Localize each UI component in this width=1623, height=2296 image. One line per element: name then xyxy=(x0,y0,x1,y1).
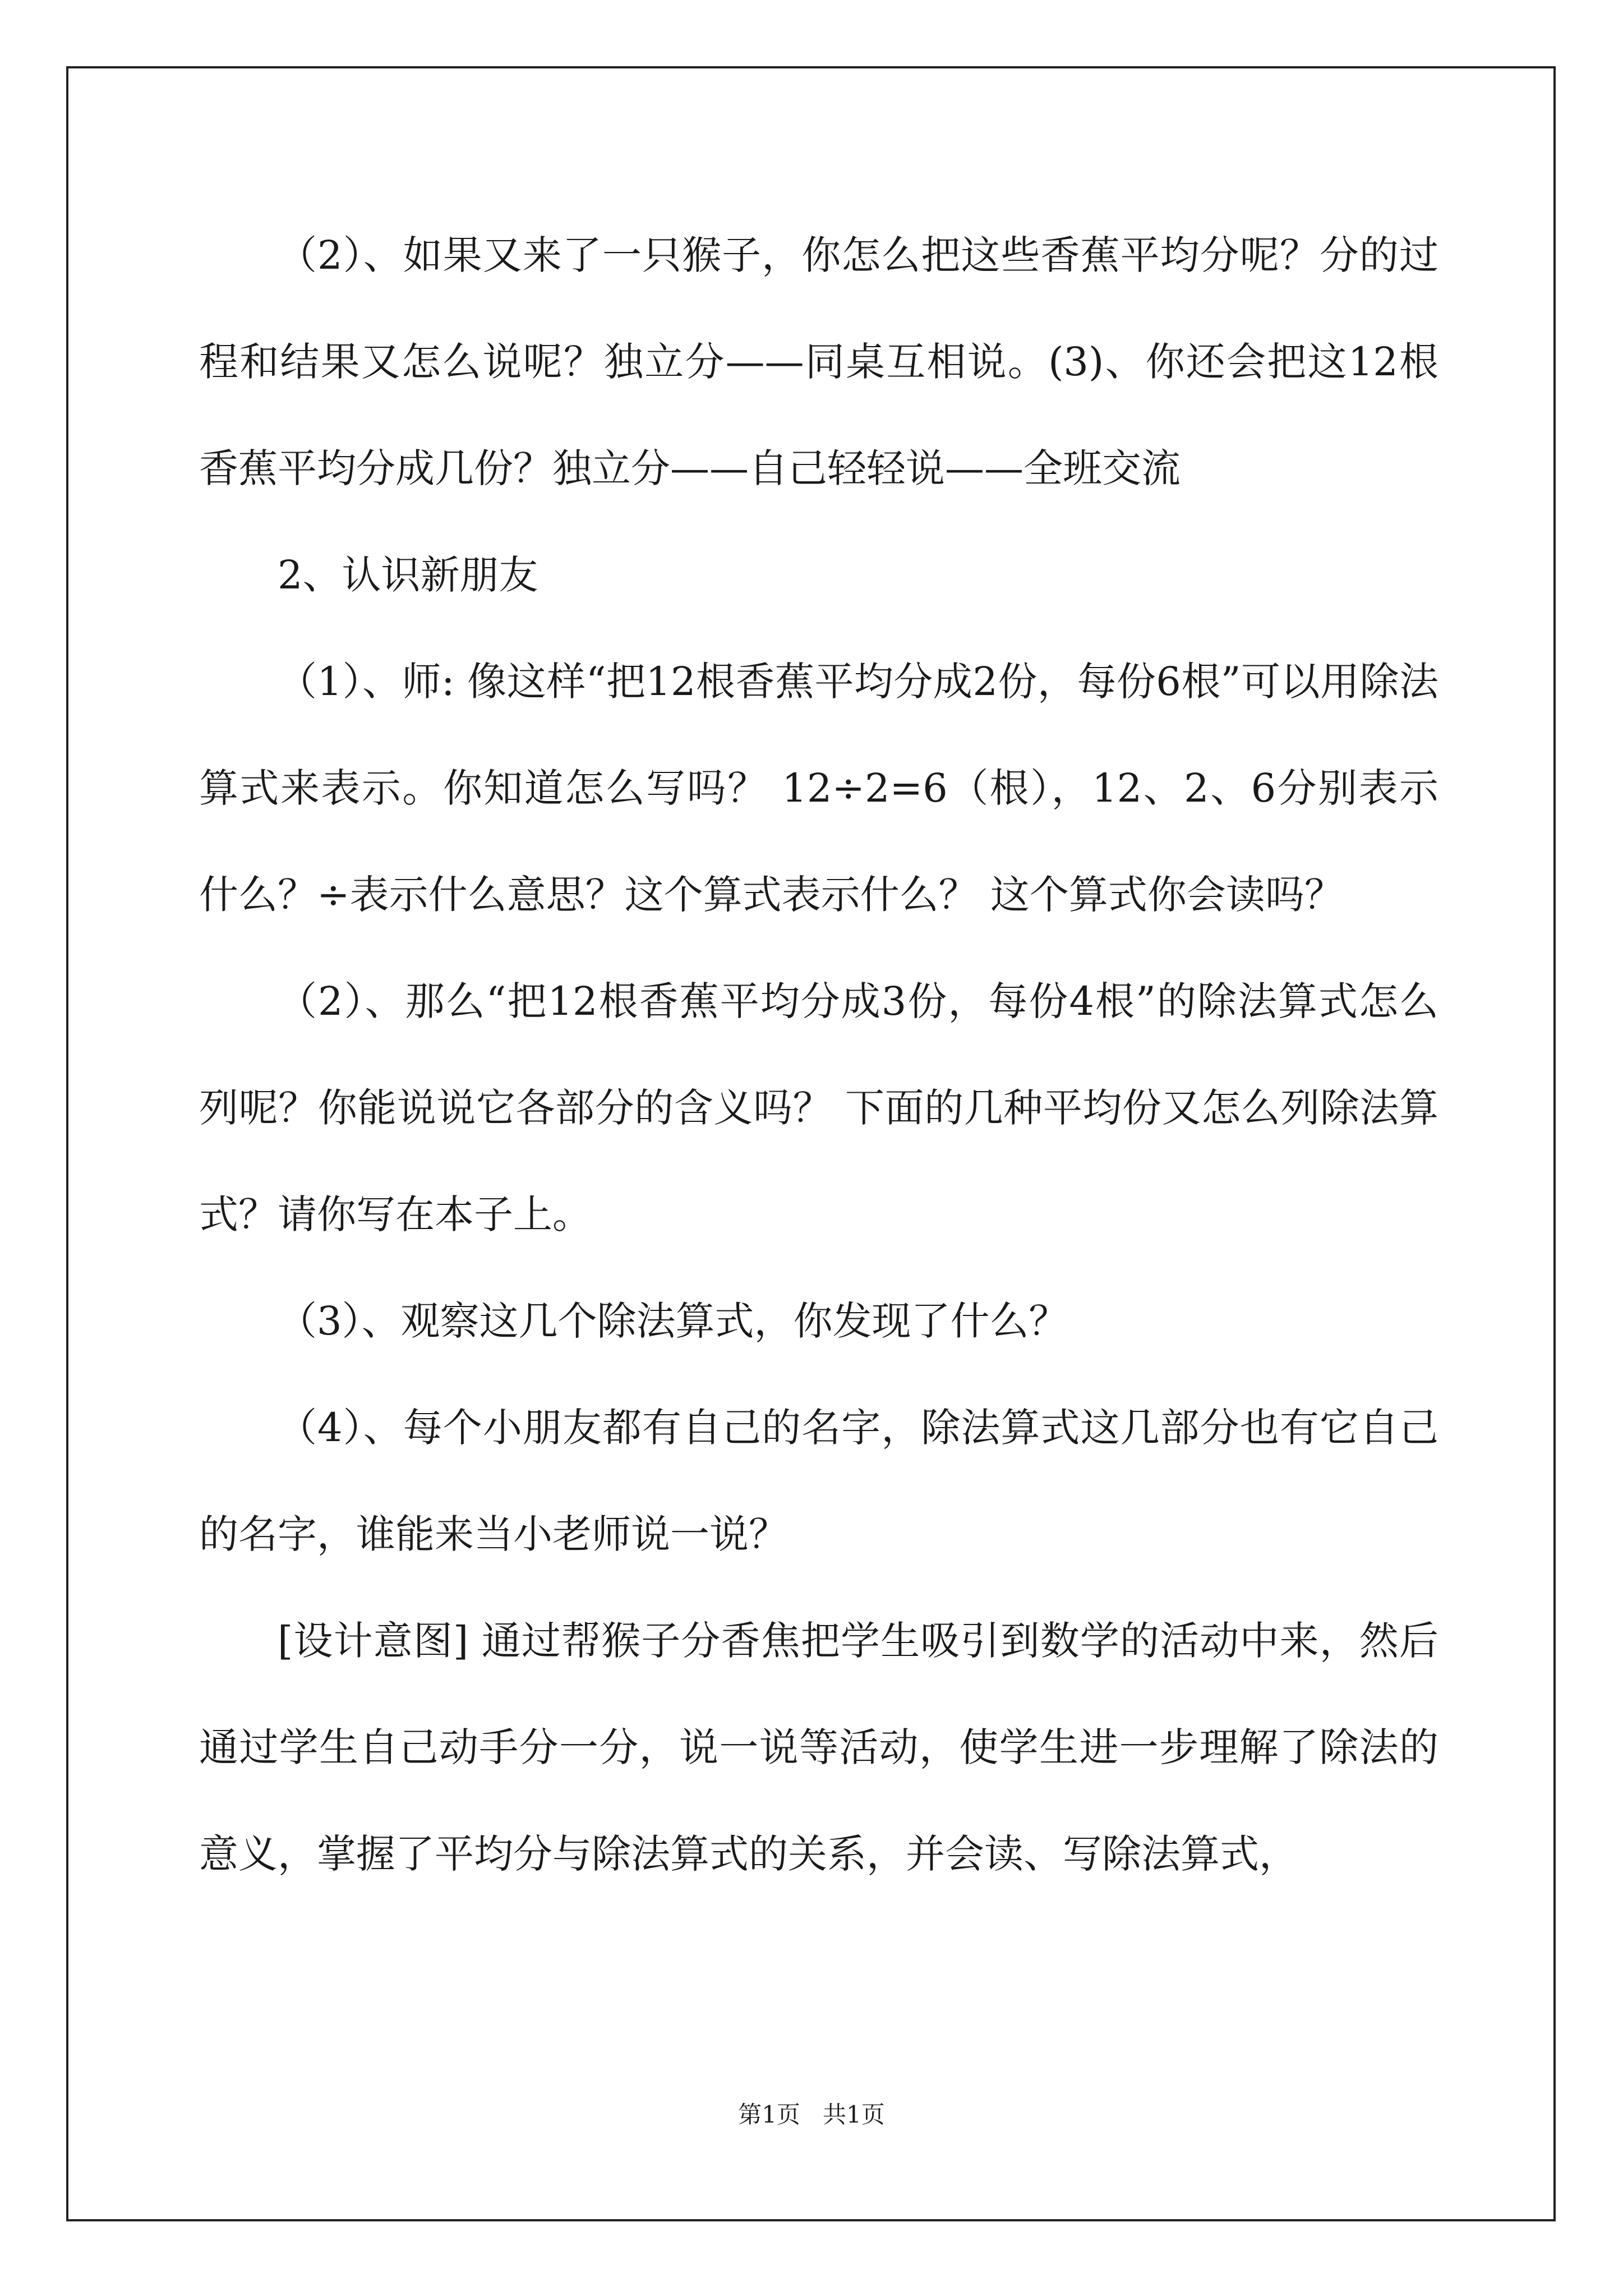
paragraph-7: [设计意图] 通过帮猴子分香焦把学生吸引到数学的活动中来，然后通过学生自己动手分一分，说一说等活动，使学生进一步理解了除法的意义，掌握了平均分与除法算式的关系，并会读、写除法算式， xyxy=(199,1618,1438,1877)
document-body xyxy=(199,202,1438,1907)
paragraph-4: （2）、那么“把12根香蕉平均分成3份，每份4根”的除法算式怎么列呢？你能说说它各部分的含义吗？ 下面的几种平均份又怎么列除法算式？请你写在本子上。 xyxy=(199,978,1438,1237)
page-number: 第1页 xyxy=(738,2101,800,2128)
paragraph-1: （2）、如果又来了一只猴子，你怎么把这些香蕉平均分呢？分的过程和结果又怎么说呢？独立分——同桌互相说。(3)、你还会把这12根香蕉平均分成几份？独立分——自己轻轻说——全班交流 xyxy=(199,232,1438,491)
total-pages: 共1页 xyxy=(823,2101,885,2128)
page-footer xyxy=(0,2098,1623,2132)
paragraph-3: （1）、师: 像这样“把12根香蕉平均分成2份，每份6根”可以用除法算式来表示。你知道怎么写吗？ 12÷2=6（根），12、2、6分别表示什么？÷表示什么意思？这个算式表示什么？ 这个算式你会读吗？ xyxy=(199,659,1438,918)
paragraph-6: （4）、每个小朋友都有自己的名字，除法算式这几部分也有它自己的名字，谁能来当小老师说一说？ xyxy=(199,1405,1438,1557)
paragraph-5: （3）、观察这几个除法算式，你发现了什么？ xyxy=(278,1298,1068,1344)
paragraph-2: 2、认识新朋友 xyxy=(278,552,538,598)
